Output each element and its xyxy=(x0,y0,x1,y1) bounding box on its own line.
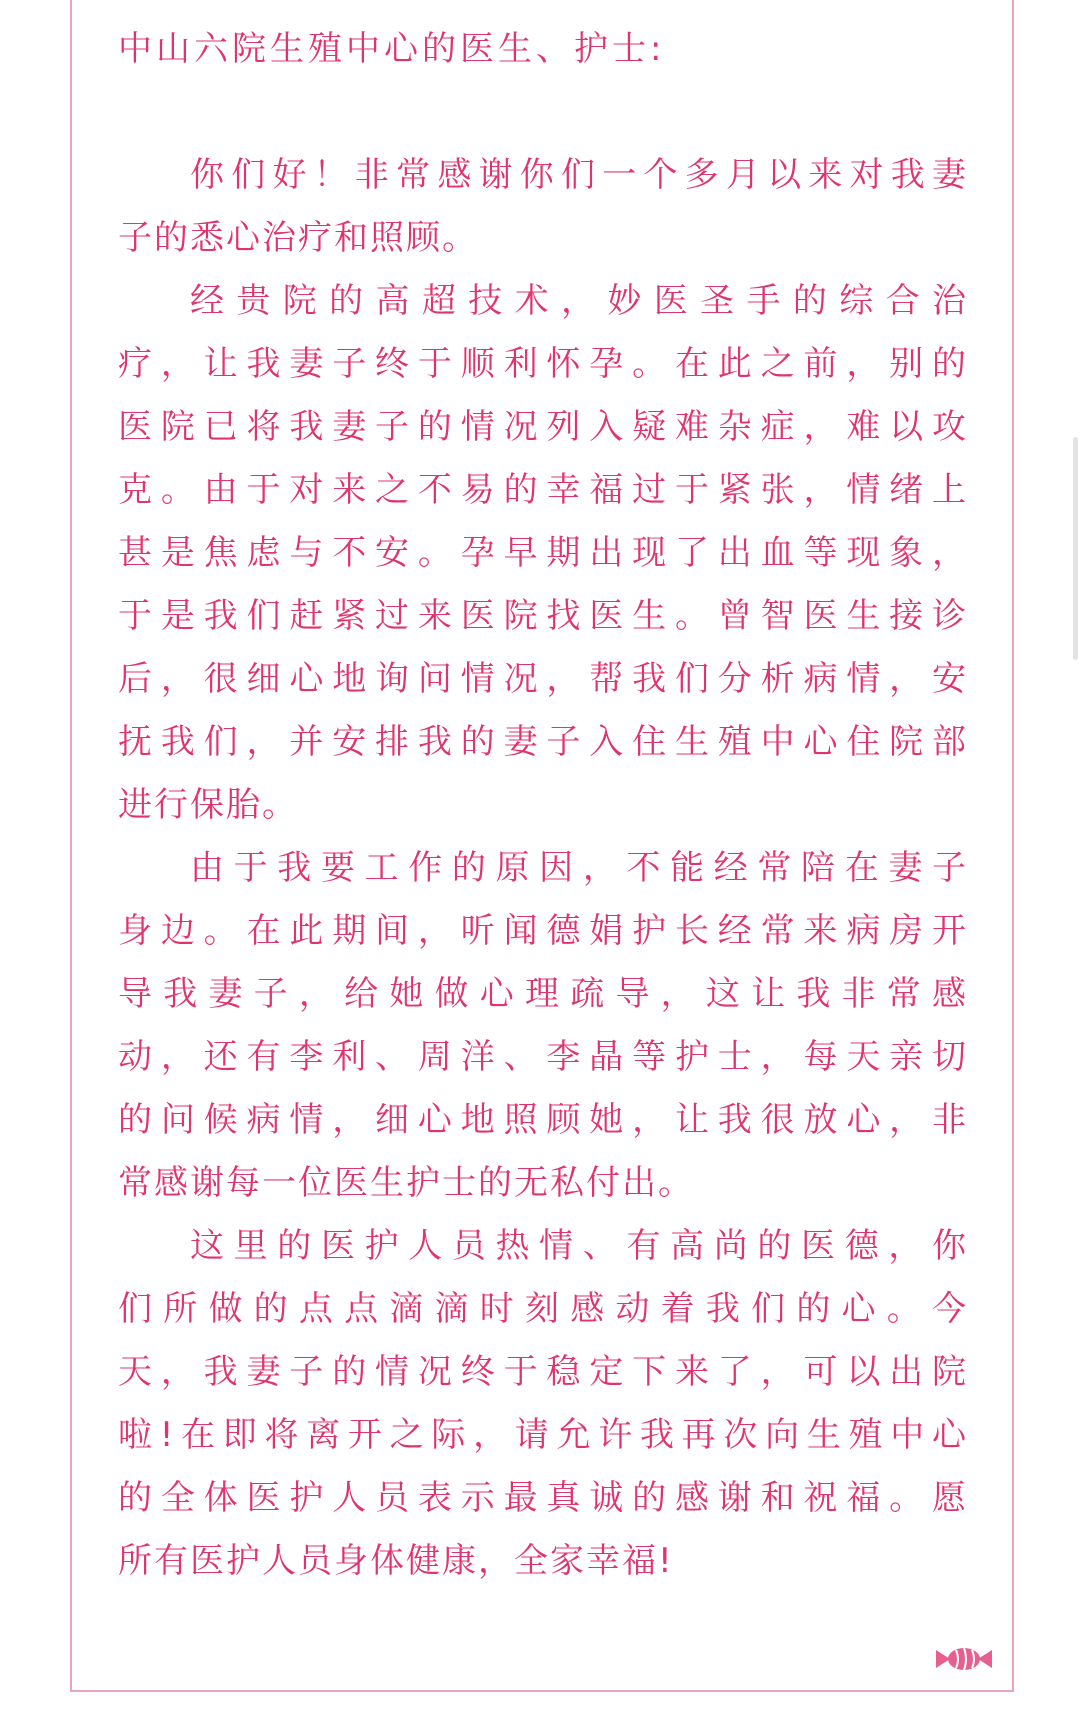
letter-line: 子的悉心治疗和照顾。 xyxy=(118,218,478,258)
letter-line: 后，很细心地询问情况，帮我们分析病情，安 xyxy=(118,659,968,699)
letter-line: 的问候病情，细心地照顾她，让我很放心，非 xyxy=(118,1100,968,1140)
letter-line: 疗，让我妻子终于顺利怀孕。在此之前，别的 xyxy=(118,344,968,384)
paragraph-spacer xyxy=(118,81,968,144)
letter-line: 啦!在即将离开之际，请允许我再次向生殖中心 xyxy=(118,1415,968,1455)
letter-line: 们所做的点点滴滴时刻感动着我们的心。今 xyxy=(118,1289,968,1329)
letter-line: 这里的医护人员热情、有高尚的医德，你 xyxy=(190,1226,968,1266)
letter-line: 动，还有李利、周洋、李晶等护士，每天亲切 xyxy=(118,1037,968,1077)
letter-line: 导我妻子，给她做心理疏导，这让我非常感 xyxy=(118,974,968,1014)
letter-line: 抚我们，并安排我的妻子入住生殖中心住院部 xyxy=(118,722,968,762)
letter-line: 所有医护人员身体健康，全家幸福! xyxy=(118,1541,674,1581)
scrollbar[interactable] xyxy=(1073,437,1078,660)
letter-line: 于是我们赶紧过来医院找医生。曾智医生接诊 xyxy=(118,596,968,636)
letter-line: 常感谢每一位医生护士的无私付出。 xyxy=(118,1163,694,1203)
letter-line: 医院已将我妻子的情况列入疑难杂症，难以攻 xyxy=(118,407,968,447)
letter-line: 你们好！非常感谢你们一个多月以来对我妻 xyxy=(190,155,968,195)
letter-body xyxy=(118,18,968,1593)
letter-line: 经贵院的高超技术，妙医圣手的综合治 xyxy=(190,281,968,321)
letter-line: 进行保胎。 xyxy=(118,785,298,825)
letter-line: 的全体医护人员表示最真诚的感谢和祝福。愿 xyxy=(118,1478,968,1518)
letter-line: 身边。在此期间，听闻德娟护长经常来病房开 xyxy=(118,911,968,951)
letter-line: 甚是焦虑与不安。孕早期出现了出血等现象， xyxy=(118,533,968,573)
candy-icon xyxy=(934,1644,994,1674)
letter-line: 克。由于对来之不易的幸福过于紧张，情绪上 xyxy=(118,470,968,510)
letter-line: 由于我要工作的原因，不能经常陪在妻子 xyxy=(190,848,968,888)
letter-salutation: 中山六院生殖中心的医生、护士: xyxy=(118,29,666,69)
letter-line: 天，我妻子的情况终于稳定下来了，可以出院 xyxy=(118,1352,968,1392)
